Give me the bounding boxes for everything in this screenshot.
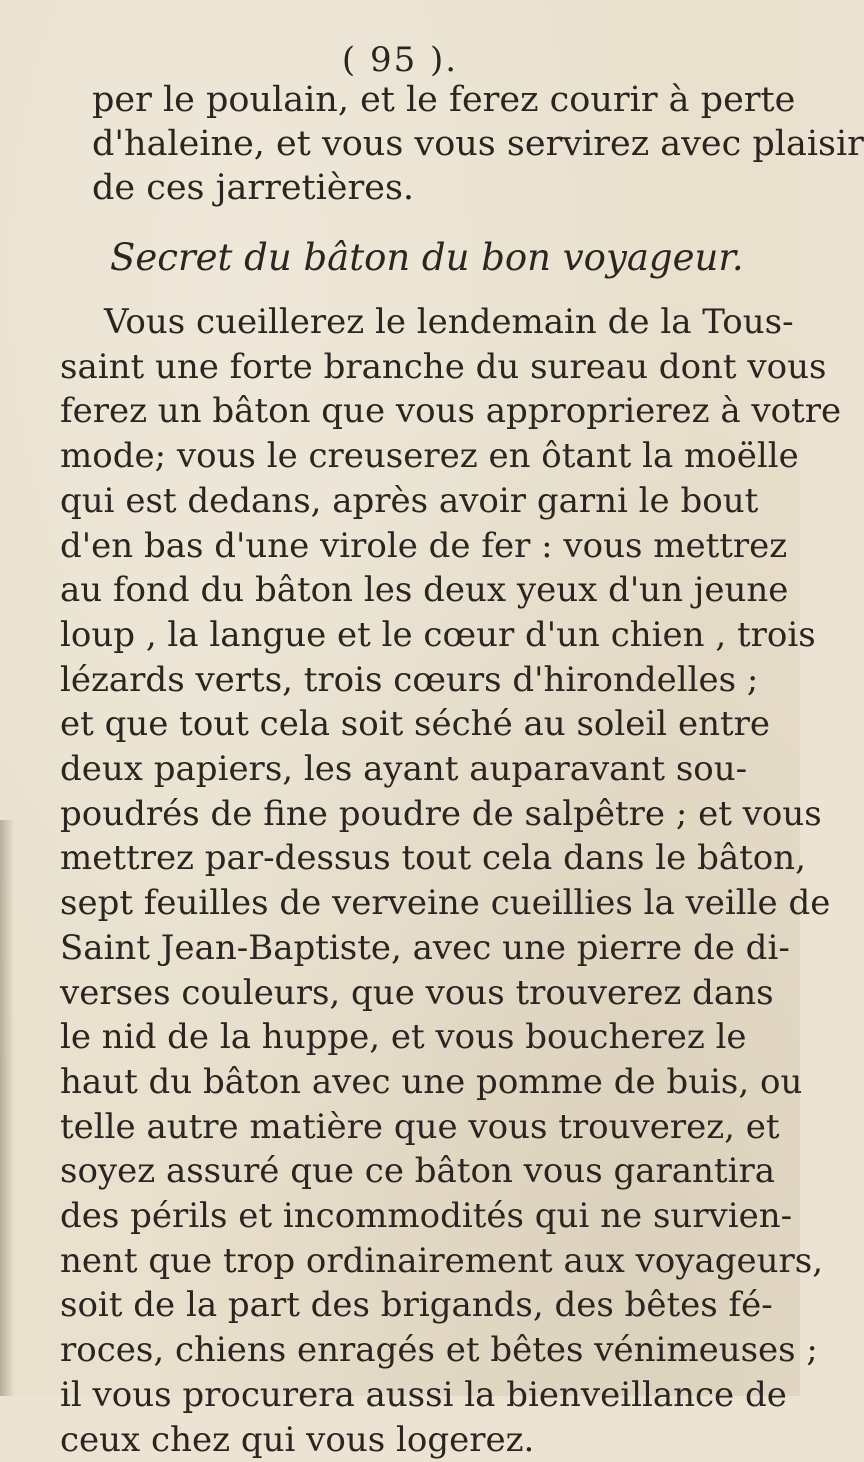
paragraph-line: soit de la part des brigands, des bêtes fé- — [60, 1285, 773, 1326]
paragraph-line: deux papiers, les ayant auparavant sou- — [60, 749, 748, 790]
paragraph-line: verses couleurs, que vous trouverez dans — [60, 972, 774, 1013]
paragraph-line: des périls et incommodités qui ne survien- — [60, 1196, 793, 1237]
paragraph-line: mode; vous le creuserez en ôtant la moëlle — [60, 436, 799, 477]
opening-line-3: de ces jarretières. — [92, 168, 415, 208]
opening-line-1: per le poulain, et le ferez courir à perte — [92, 80, 796, 120]
paragraph-line: loup , la langue et le cœur d'un chien , trois — [60, 614, 816, 655]
paragraph-line: le nid de la huppe, et vous boucherez le — [60, 1017, 747, 1058]
paragraph-line: ferez un bâton que vous approprierez à votre — [60, 391, 842, 432]
paragraph-line: il vous procurera aussi la bienveillance de — [60, 1374, 787, 1415]
paragraph-line: poudrés de fine poudre de salpêtre ; et vous — [60, 793, 822, 834]
paragraph-line: soyez assuré que ce bâton vous garantira — [60, 1151, 775, 1192]
paragraph-line: lézards verts, trois cœurs d'hirondelles ; — [60, 659, 759, 700]
paragraph-line: et que tout cela soit séché au soleil entre — [60, 704, 770, 745]
paragraph-line: haut du bâton avec une pomme de buis, ou — [60, 1061, 803, 1102]
section-title: Secret du bâton du bon voyageur. — [110, 236, 744, 279]
paragraph-line: saint une forte branche du sureau dont vous — [60, 346, 827, 387]
paragraph-line: ceux chez qui vous logerez. — [60, 1419, 535, 1460]
paragraph-line: roces, chiens enragés et bêtes vénimeuses ; — [60, 1330, 818, 1371]
paragraph-line: au fond du bâton les deux yeux d'un jeune — [60, 570, 789, 611]
page-number: ( 95 ). — [341, 40, 459, 80]
page-edge-shadow — [0, 820, 14, 1396]
paragraph-line: qui est dedans, après avoir garni le bout — [60, 480, 759, 521]
paragraph-line: sept feuilles de verveine cueillies la veille de — [60, 883, 831, 924]
paragraph-line: Vous cueillerez le lendemain de la Tous- — [104, 302, 794, 342]
opening-line-2: d'haleine, et vous vous servirez avec plaisir — [92, 124, 864, 164]
paragraph-line: Saint Jean-Baptiste, avec une pierre de di- — [60, 927, 790, 968]
paragraph-line: mettrez par-dessus tout cela dans le bâton, — [60, 838, 806, 879]
paragraph-line: d'en bas d'une virole de fer : vous mettrez — [60, 525, 788, 566]
paragraph-line: nent que trop ordinairement aux voyageurs, — [60, 1240, 824, 1281]
body-paragraph — [60, 300, 842, 1462]
paragraph-line: telle autre matière que vous trouverez, et — [60, 1106, 780, 1147]
